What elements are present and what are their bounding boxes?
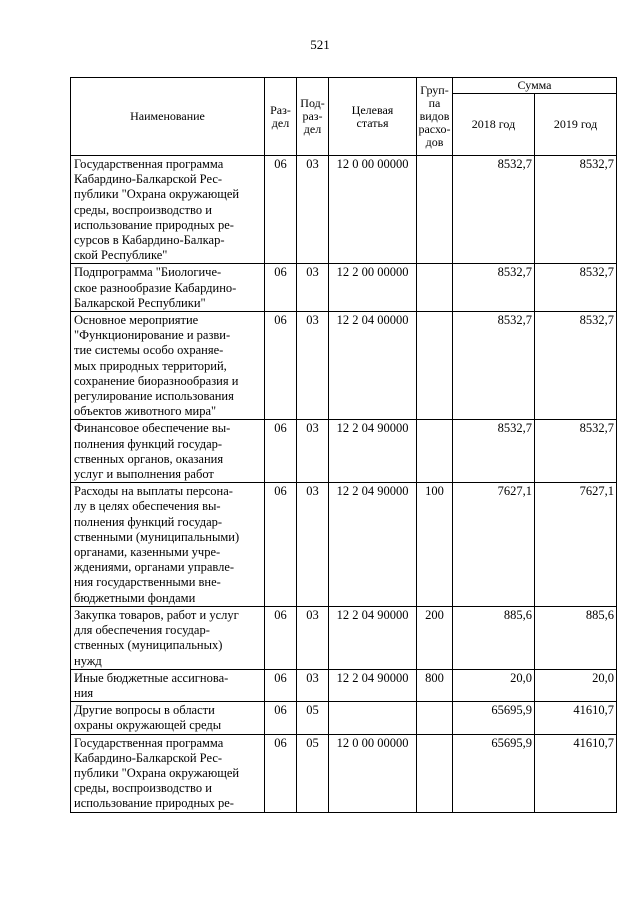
table-row xyxy=(71,702,617,734)
row-name-line: среды, воспроизводство и xyxy=(74,202,212,217)
header-year-2018: 2018 год xyxy=(453,94,535,156)
row-name xyxy=(71,156,265,264)
row-name-line: Балкарской Республики" xyxy=(74,295,206,310)
row-name-line: Государственная программа xyxy=(74,735,224,750)
header-year-2019: 2019 год xyxy=(535,94,617,156)
row-subsection: 03 xyxy=(297,312,329,420)
row-sum-2018: 65695,9 xyxy=(453,702,535,734)
row-name-line: Подпрограмма "Биологиче- xyxy=(74,265,222,280)
row-name-line: ственных органов, оказания xyxy=(74,451,224,466)
row-section: 06 xyxy=(265,669,297,701)
row-name-line: тие системы особо охраняе- xyxy=(74,343,224,358)
row-name-line: ское разнообразие Кабардино- xyxy=(74,280,237,295)
row-expense-group xyxy=(417,264,453,312)
table-row xyxy=(71,264,617,312)
row-sum-2019: 41610,7 xyxy=(535,702,617,734)
row-name-line: объектов животного мира" xyxy=(74,404,217,419)
row-target: 12 0 00 00000 xyxy=(329,156,417,264)
row-subsection: 05 xyxy=(297,702,329,734)
row-subsection: 05 xyxy=(297,734,329,812)
row-name-line: среды, воспроизводство и xyxy=(74,781,212,796)
row-expense-group: 100 xyxy=(417,483,453,607)
row-name-line: Иные бюджетные ассигнова- xyxy=(74,670,229,685)
row-name xyxy=(71,483,265,607)
row-target: 12 2 04 90000 xyxy=(329,483,417,607)
row-name xyxy=(71,734,265,812)
row-sum-2019: 885,6 xyxy=(535,606,617,669)
table-row xyxy=(71,420,617,483)
row-expense-group xyxy=(417,312,453,420)
row-name-line: регулирование использования xyxy=(74,389,234,404)
row-name-line: бюджетными фондами xyxy=(74,590,196,605)
row-name xyxy=(71,606,265,669)
row-name-line: Основное мероприятие xyxy=(74,313,199,328)
row-expense-group: 200 xyxy=(417,606,453,669)
row-name-line: публики "Охрана окружающей xyxy=(74,187,240,202)
row-name-line: услуг и выполнения работ xyxy=(74,467,214,482)
row-target: 12 2 04 00000 xyxy=(329,312,417,420)
row-name xyxy=(71,702,265,734)
row-name-line: публики "Охрана окружающей xyxy=(74,765,240,780)
row-expense-group xyxy=(417,702,453,734)
row-name-line: Расходы на выплаты персона- xyxy=(74,484,233,499)
row-name-line: ния государственными вне- xyxy=(74,575,221,590)
row-section: 06 xyxy=(265,312,297,420)
row-name-line: ния xyxy=(74,685,94,700)
header-section: Раз- дел xyxy=(265,78,297,156)
row-name-line: мых природных территорий, xyxy=(74,358,227,373)
header-expense-group: Груп- па видов расхо- дов xyxy=(417,78,453,156)
row-section: 06 xyxy=(265,734,297,812)
table-row xyxy=(71,606,617,669)
row-section: 06 xyxy=(265,483,297,607)
row-target: 12 2 04 90000 xyxy=(329,669,417,701)
row-name-line: нужд xyxy=(74,653,102,668)
header-target: Целевая статья xyxy=(329,78,417,156)
row-name-line: "Функционирование и разви- xyxy=(74,328,231,343)
row-target xyxy=(329,702,417,734)
row-subsection: 03 xyxy=(297,606,329,669)
row-name-line: полнения функций государ- xyxy=(74,514,223,529)
row-section: 06 xyxy=(265,420,297,483)
row-subsection: 03 xyxy=(297,483,329,607)
row-name-line: Финансовое обеспечение вы- xyxy=(74,421,231,436)
row-expense-group: 800 xyxy=(417,669,453,701)
row-name-line: ской Республике" xyxy=(74,248,168,263)
row-name-line: лу в целях обеспечения вы- xyxy=(74,499,221,514)
row-section: 06 xyxy=(265,156,297,264)
table-row xyxy=(71,312,617,420)
row-target: 12 2 04 90000 xyxy=(329,606,417,669)
row-sum-2018: 8532,7 xyxy=(453,312,535,420)
row-name-line: сурсов в Кабардино-Балкар- xyxy=(74,233,225,248)
row-section: 06 xyxy=(265,264,297,312)
row-name-line: Государственная программа xyxy=(74,157,224,171)
row-section: 06 xyxy=(265,606,297,669)
row-expense-group xyxy=(417,420,453,483)
row-target: 12 0 00 00000 xyxy=(329,734,417,812)
row-name-line: Другие вопросы в области xyxy=(74,703,215,718)
table-row xyxy=(71,669,617,701)
row-sum-2018: 8532,7 xyxy=(453,420,535,483)
budget-table xyxy=(70,77,617,813)
header-name: Наименование xyxy=(71,78,265,156)
row-name-line: органами, казенными учре- xyxy=(74,545,221,560)
row-sum-2019: 8532,7 xyxy=(535,156,617,264)
row-name-line: охраны окружающей среды xyxy=(74,718,222,733)
row-name-line: использование природных ре- xyxy=(74,217,234,232)
page-number: 521 xyxy=(310,37,330,52)
table-row xyxy=(71,734,617,812)
row-sum-2019: 8532,7 xyxy=(535,420,617,483)
row-sum-2018: 7627,1 xyxy=(453,483,535,607)
row-name-line: ственными (муниципальными) xyxy=(74,529,240,544)
header-sum: Сумма xyxy=(453,78,617,94)
row-sum-2018: 65695,9 xyxy=(453,734,535,812)
row-name-line: Кабардино-Балкарской Рес- xyxy=(74,172,223,187)
row-sum-2018: 885,6 xyxy=(453,606,535,669)
row-sum-2019: 20,0 xyxy=(535,669,617,701)
table-body xyxy=(71,156,617,813)
row-section: 06 xyxy=(265,702,297,734)
row-subsection: 03 xyxy=(297,669,329,701)
row-expense-group xyxy=(417,734,453,812)
row-name-line: использование природных ре- xyxy=(74,796,234,811)
row-name-line: для обеспечения государ- xyxy=(74,623,210,638)
table-header xyxy=(71,78,617,156)
row-sum-2018: 8532,7 xyxy=(453,264,535,312)
row-name-line: ждениями, органами управле- xyxy=(74,560,235,575)
row-subsection: 03 xyxy=(297,156,329,264)
row-name xyxy=(71,264,265,312)
row-name xyxy=(71,312,265,420)
row-name-line: Закупка товаров, работ и услуг xyxy=(74,607,239,622)
row-sum-2019: 8532,7 xyxy=(535,264,617,312)
row-target: 12 2 00 00000 xyxy=(329,264,417,312)
row-subsection: 03 xyxy=(297,264,329,312)
row-sum-2018: 20,0 xyxy=(453,669,535,701)
header-subsection: Под- раз- дел xyxy=(297,78,329,156)
row-sum-2019: 7627,1 xyxy=(535,483,617,607)
table-row xyxy=(71,483,617,607)
row-name-line: ственных (муниципальных) xyxy=(74,638,223,653)
row-expense-group xyxy=(417,156,453,264)
row-name xyxy=(71,420,265,483)
row-name-line: полнения функций государ- xyxy=(74,436,223,451)
row-name xyxy=(71,669,265,701)
row-sum-2019: 8532,7 xyxy=(535,312,617,420)
row-name-line: Кабардино-Балкарской Рес- xyxy=(74,750,223,765)
row-name-line: сохранение биоразнообразия и xyxy=(74,373,239,388)
row-sum-2018: 8532,7 xyxy=(453,156,535,264)
row-target: 12 2 04 90000 xyxy=(329,420,417,483)
row-subsection: 03 xyxy=(297,420,329,483)
table-row xyxy=(71,156,617,264)
row-sum-2019: 41610,7 xyxy=(535,734,617,812)
